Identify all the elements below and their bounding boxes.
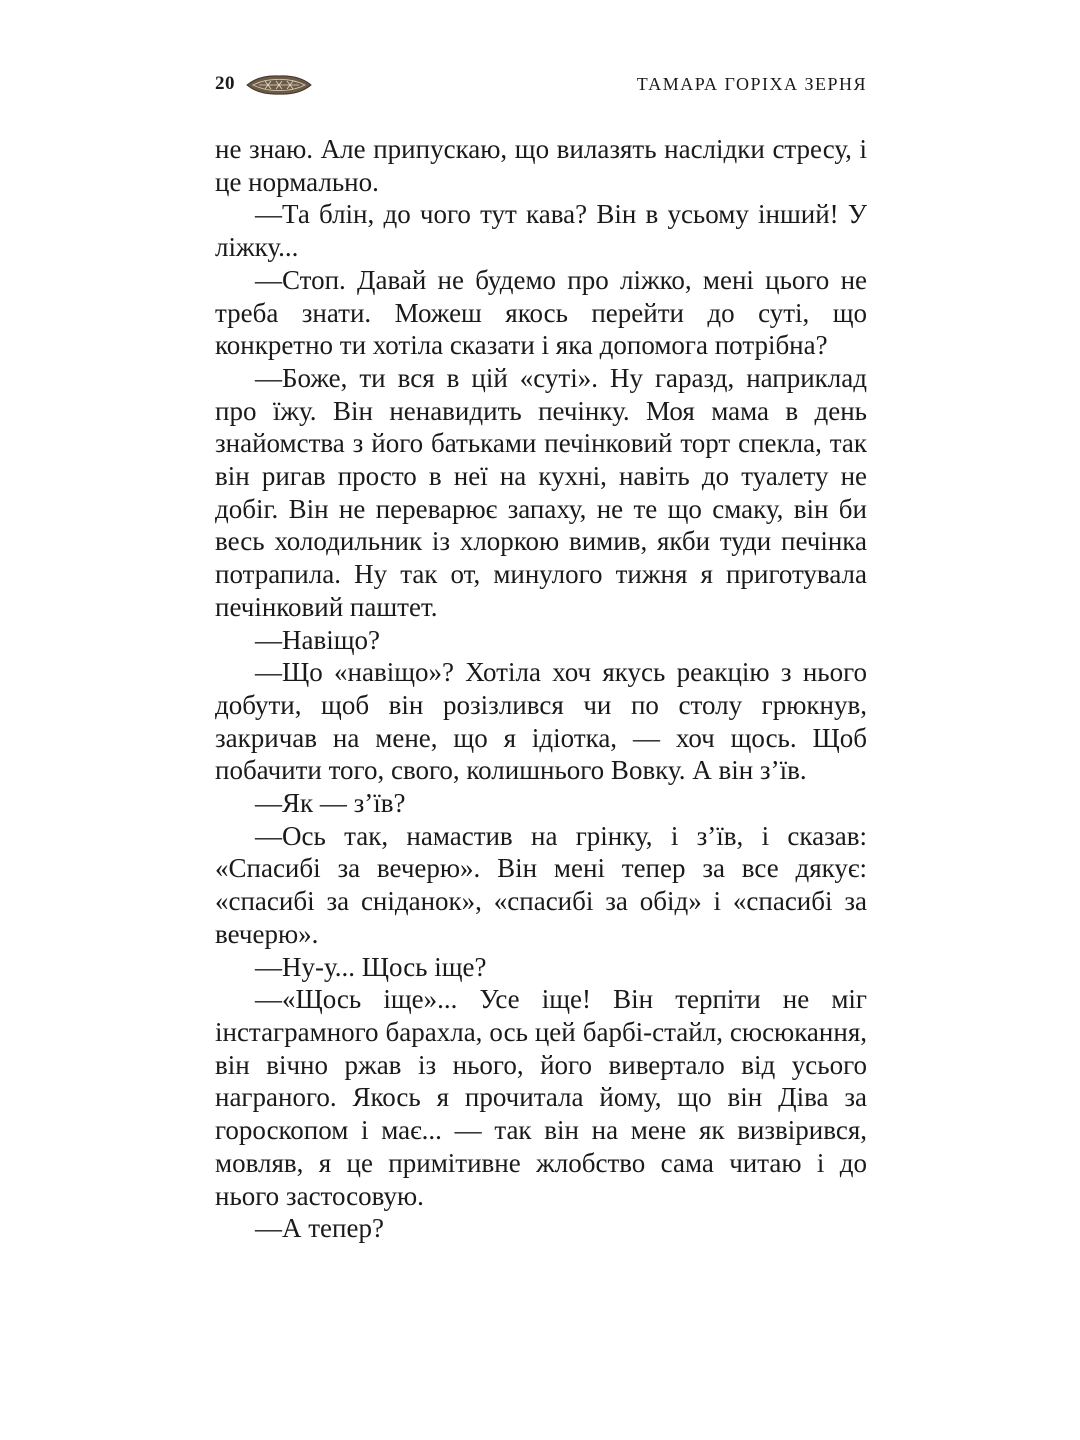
paragraph: —Та блін, до чого тут кава? Він в усьому інший! У ліжку...: [215, 199, 867, 263]
paragraph: —Боже, ти вся в цій «суті». Ну гаразд, наприклад про їжу. Він ненавидить печінку. Моя мама в день знайомства з його батьками печінковий торт спекла, так він ригав просто в неї на кухні, навіть до туалету не добіг. Він не переварює запаху, не те що смаку, він би весь холодильник із хлоркою вимив, якби туди печінка потрапила. Ну так от, минулого тижня я приготувала печінковий паштет.: [215, 362, 867, 622]
paragraph: —Стоп. Давай не будемо про ліжко, мені цього не треба знати. Можеш якось перейти до суті, що конкретно ти хотіла сказати і яка допомога потрібна?: [215, 264, 867, 361]
decorative-ornament-icon: [245, 74, 313, 96]
paragraph: —Навіщо?: [255, 624, 381, 655]
paragraph: не знаю. Але припускаю, що вилазять наслідки стресу, і це нормально.: [215, 134, 867, 197]
body-text: [215, 133, 867, 1245]
paragraph: —Що «навіщо»? Хотіла хоч якусь реакцію з нього добути, щоб він розізлився чи по столу грюкнув, закричав на мене, що я ідіотка, — хоч щось. Щоб побачити того, свого, колишнього Вовку. А він з’їв.: [215, 657, 867, 786]
page-number: 20: [215, 73, 235, 94]
paragraph: —Ну-у... Щось іще?: [255, 951, 487, 982]
paragraph: —Як — з’їв?: [255, 788, 406, 819]
paragraph: —Ось так, намастив на грінку, і з’їв, і сказав: «Спасибі за вечерю». Він мені тепер за все дякує: «спасибі за сніданок», «спасибі за обід» і «спасибі за вечерю».: [215, 820, 867, 949]
book-title: ТАМАРА ГОРІХА ЗЕРНЯ: [636, 74, 867, 94]
paragraph: —«Щось іще»... Усе іще! Він терпіти не міг інстаграмного барахла, ось цей барбі-стайл, сюсюкання, він вічно ржав із нього, його вивертало від усього награного. Якось я прочитала йому, що він Діва за гороскопом і має... — так він на мене як визвірився, мовляв, я це примітивне жлобство сама читаю і до нього застосовую.: [215, 984, 867, 1211]
running-header: [215, 70, 867, 100]
paragraph: —А тепер?: [255, 1213, 384, 1244]
